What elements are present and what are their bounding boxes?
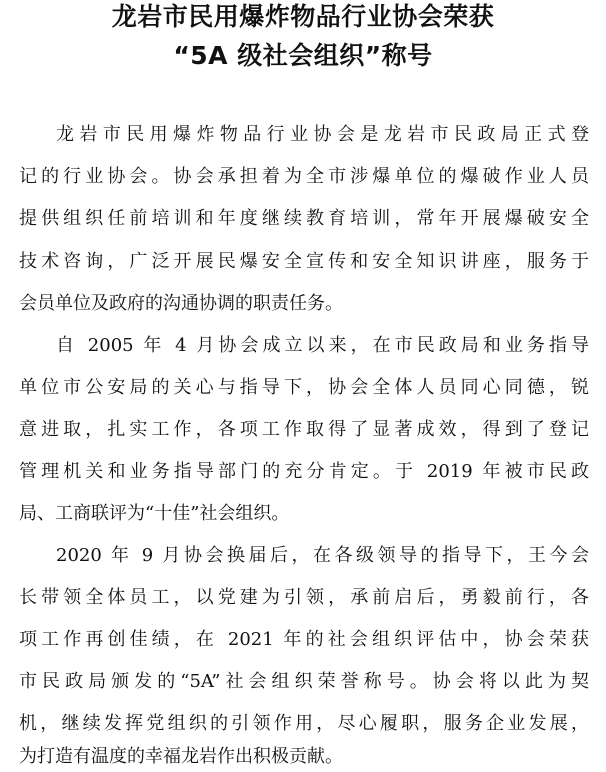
- paragraph-line: 龙岩市民用爆炸物品行业协会是龙岩市民政局正式登: [56, 124, 589, 145]
- document-title-line-2: “5A 级社会组织”称号: [173, 41, 433, 70]
- paragraph-line: 局、工商联评为“十佳”社会组织。: [19, 503, 290, 524]
- paragraph-line: 为打造有温度的幸福龙岩作出积极贡献。: [19, 746, 343, 767]
- paragraph-line: 管理机关和业务指导部门的充分肯定。于 2019 年被市民政: [19, 461, 589, 482]
- paragraph-line: 记的行业协会。协会承担着为全市涉爆单位的爆破作业人员: [19, 166, 589, 187]
- paragraph-line: 2020 年 9 月协会换届后，在各级领导的指导下，王今会: [56, 545, 589, 566]
- paragraph-line: 自 2005 年 4 月协会成立以来，在市民政局和业务指导: [56, 335, 589, 356]
- paragraph-line: 单位市公安局的关心与指导下，协会全体人员同心同德，锐: [19, 377, 589, 398]
- paragraph-line: 技术咨询，广泛开展民爆安全宣传和安全知识讲座，服务于: [19, 251, 589, 272]
- paragraph-line: 意进取，扎实工作，各项工作取得了显著成效，得到了登记: [19, 419, 589, 440]
- paragraph-line: 会员单位及政府的沟通协调的职责任务。: [19, 293, 343, 314]
- paragraph-line: 市民政局颁发的“5A”社会组织荣誉称号。协会将以此为契: [19, 671, 589, 692]
- paragraph-line: 长带领全体员工，以党建为引领，承前启后，勇毅前行，各: [19, 587, 589, 608]
- paragraph-line: 提供组织任前培训和年度继续教育培训，常年开展爆破安全: [19, 208, 589, 229]
- paragraph-line: 机，继续发挥党组织的引领作用，尽心履职，服务企业发展，: [19, 713, 589, 734]
- paragraph-line: 项工作再创佳绩，在 2021 年的社会组织评估中，协会荣获: [19, 629, 589, 650]
- document-title-line-1: 龙岩市民用爆炸物品行业协会荣获: [111, 2, 495, 31]
